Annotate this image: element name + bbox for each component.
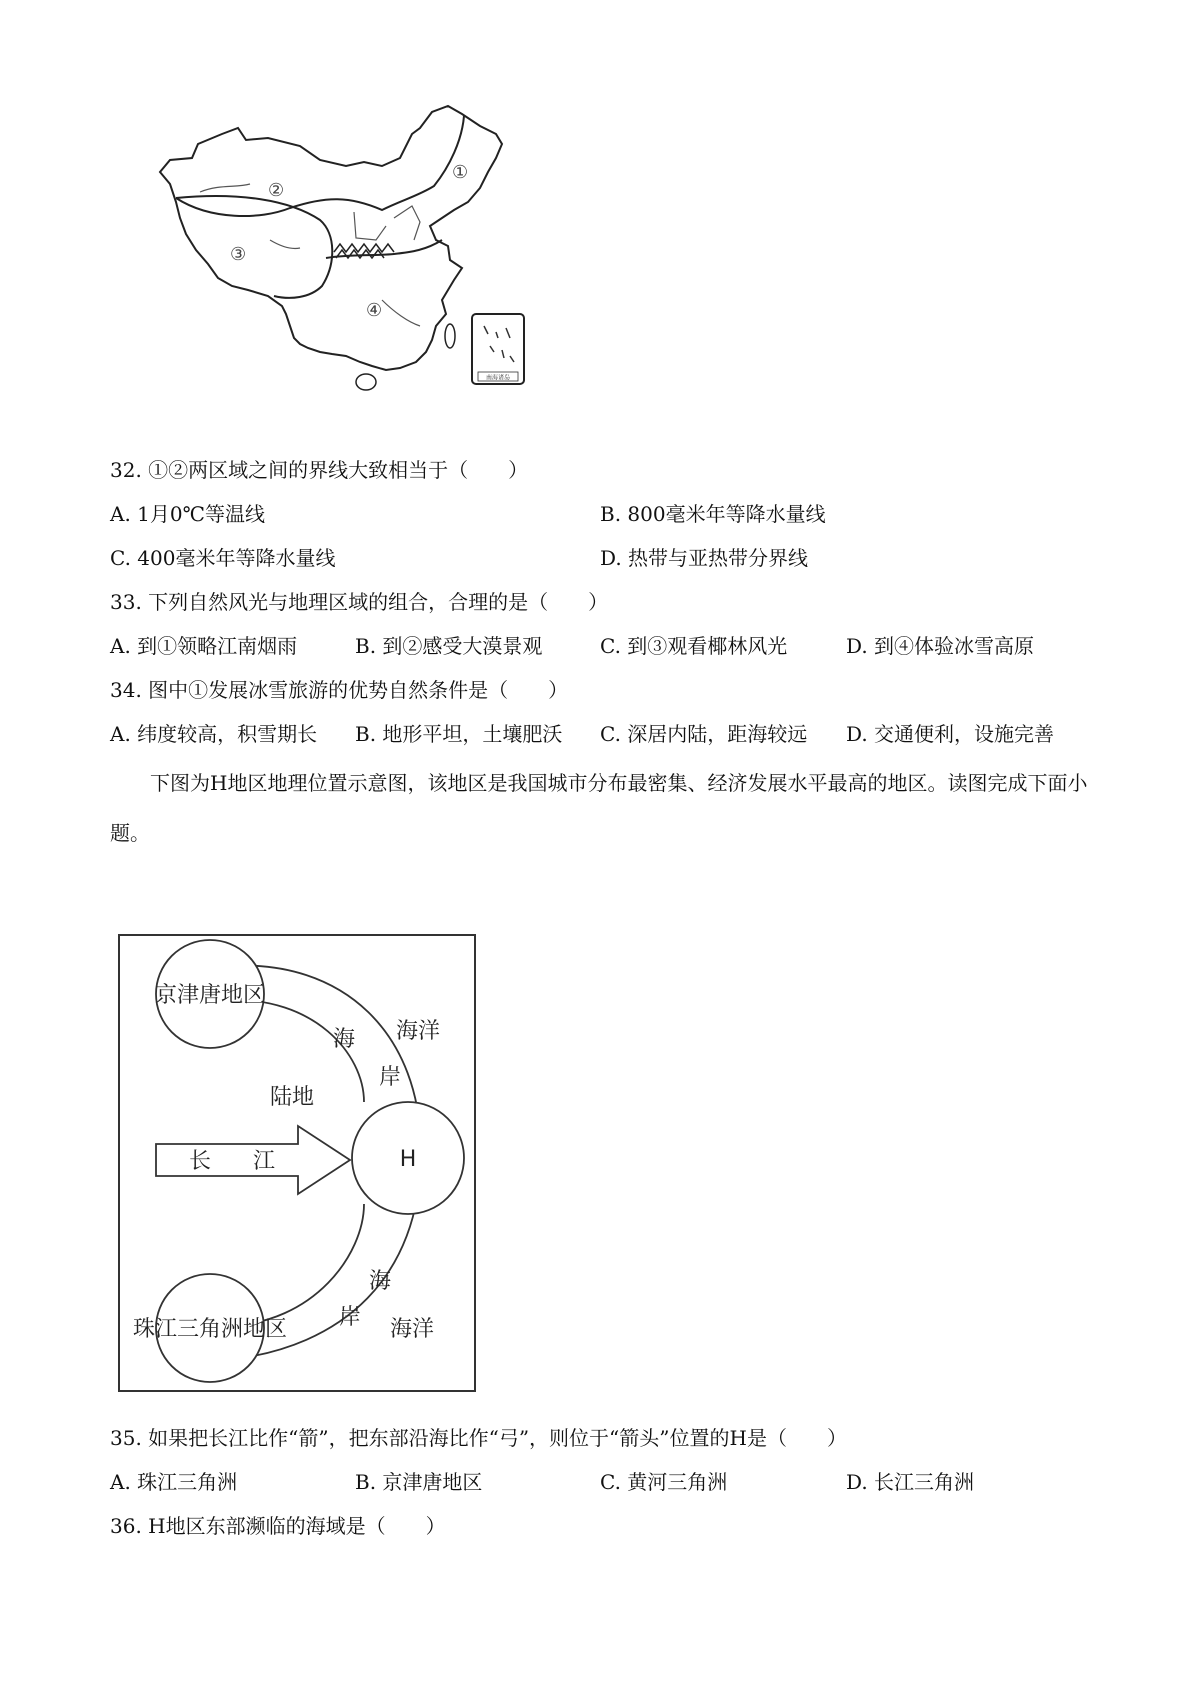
river-label-1: 长 <box>188 1149 212 1174</box>
question-35-stem: 35. 如果把长江比作“箭”，把东部沿海比作“弓”，则位于“箭头”位置的H是（ ） <box>110 1426 847 1450</box>
region-label-3: ③ <box>230 244 247 265</box>
ocean-bottom-label: 海洋 <box>389 1317 435 1342</box>
coast-bottom-label-1: 海 <box>368 1269 392 1294</box>
coast-top-label-2: 岸 <box>378 1065 402 1090</box>
h-region-diagram <box>118 934 478 1394</box>
china-region-map <box>150 100 590 430</box>
south-china-sea-inset <box>472 314 524 384</box>
question-32-option-d: D. 热带与亚热带分界线 <box>600 546 809 570</box>
region-label-1: ① <box>452 162 469 183</box>
inset-label: 南海诸岛 <box>485 374 511 382</box>
land-label: 陆地 <box>269 1085 315 1110</box>
question-34-option-d: D. 交通便利，设施完善 <box>846 722 1055 746</box>
boundary-3 <box>176 196 332 298</box>
question-33-option-b: B. 到②感受大漠景观 <box>355 634 543 658</box>
question-32-stem: 32. ①②两区域之间的界线大致相当于（ ） <box>110 458 529 482</box>
question-33-option-c: C. 到③观看椰林风光 <box>600 634 788 658</box>
h-label: H <box>399 1147 417 1172</box>
question-35-option-a: A. 珠江三角洲 <box>110 1470 238 1494</box>
question-35-option-d: D. 长江三角洲 <box>846 1470 975 1494</box>
question-33-stem: 33. 下列自然风光与地理区域的组合，合理的是（ ） <box>110 590 609 614</box>
boundary-1-2 <box>176 116 464 216</box>
hainan-island <box>356 374 376 390</box>
intro-paragraph: 下图为H地区地理位置示意图，该地区是我国城市分布最密集、经济发展水平最高的地区。读图完成下面小题。 <box>110 771 1088 845</box>
question-36-stem: 36. H地区东部濒临的海域是（ ） <box>110 1514 446 1538</box>
coast-top-label-1: 海 <box>332 1027 356 1052</box>
question-32-option-c: C. 400毫米年等降水量线 <box>110 546 336 570</box>
question-33-option-d: D. 到④体验冰雪高原 <box>846 634 1035 658</box>
taiwan-island <box>445 324 455 348</box>
region-label-2: ② <box>268 180 285 201</box>
south-region-label: 珠江三角洲地区 <box>132 1317 288 1342</box>
coast-bottom-label-2: 岸 <box>338 1305 362 1330</box>
question-32-option-b: B. 800毫米年等降水量线 <box>600 502 826 526</box>
river-label-2: 江 <box>252 1149 276 1174</box>
question-35-option-b: B. 京津唐地区 <box>355 1470 483 1494</box>
north-region-label: 京津唐地区 <box>154 983 266 1008</box>
question-34-option-c: C. 深居内陆，距海较远 <box>600 722 808 746</box>
question-34-option-b: B. 地形平坦，土壤肥沃 <box>355 722 563 746</box>
ocean-top-label: 海洋 <box>395 1019 441 1044</box>
question-34-option-a: A. 纬度较高，积雪期长 <box>110 722 318 746</box>
question-35-option-c: C. 黄河三角洲 <box>600 1470 728 1494</box>
question-32-option-a: A. 1月0℃等温线 <box>110 502 265 526</box>
question-33-option-a: A. 到①领略江南烟雨 <box>110 634 298 658</box>
question-34-stem: 34. 图中①发展冰雪旅游的优势自然条件是（ ） <box>110 678 569 702</box>
region-label-4: ④ <box>366 300 383 321</box>
